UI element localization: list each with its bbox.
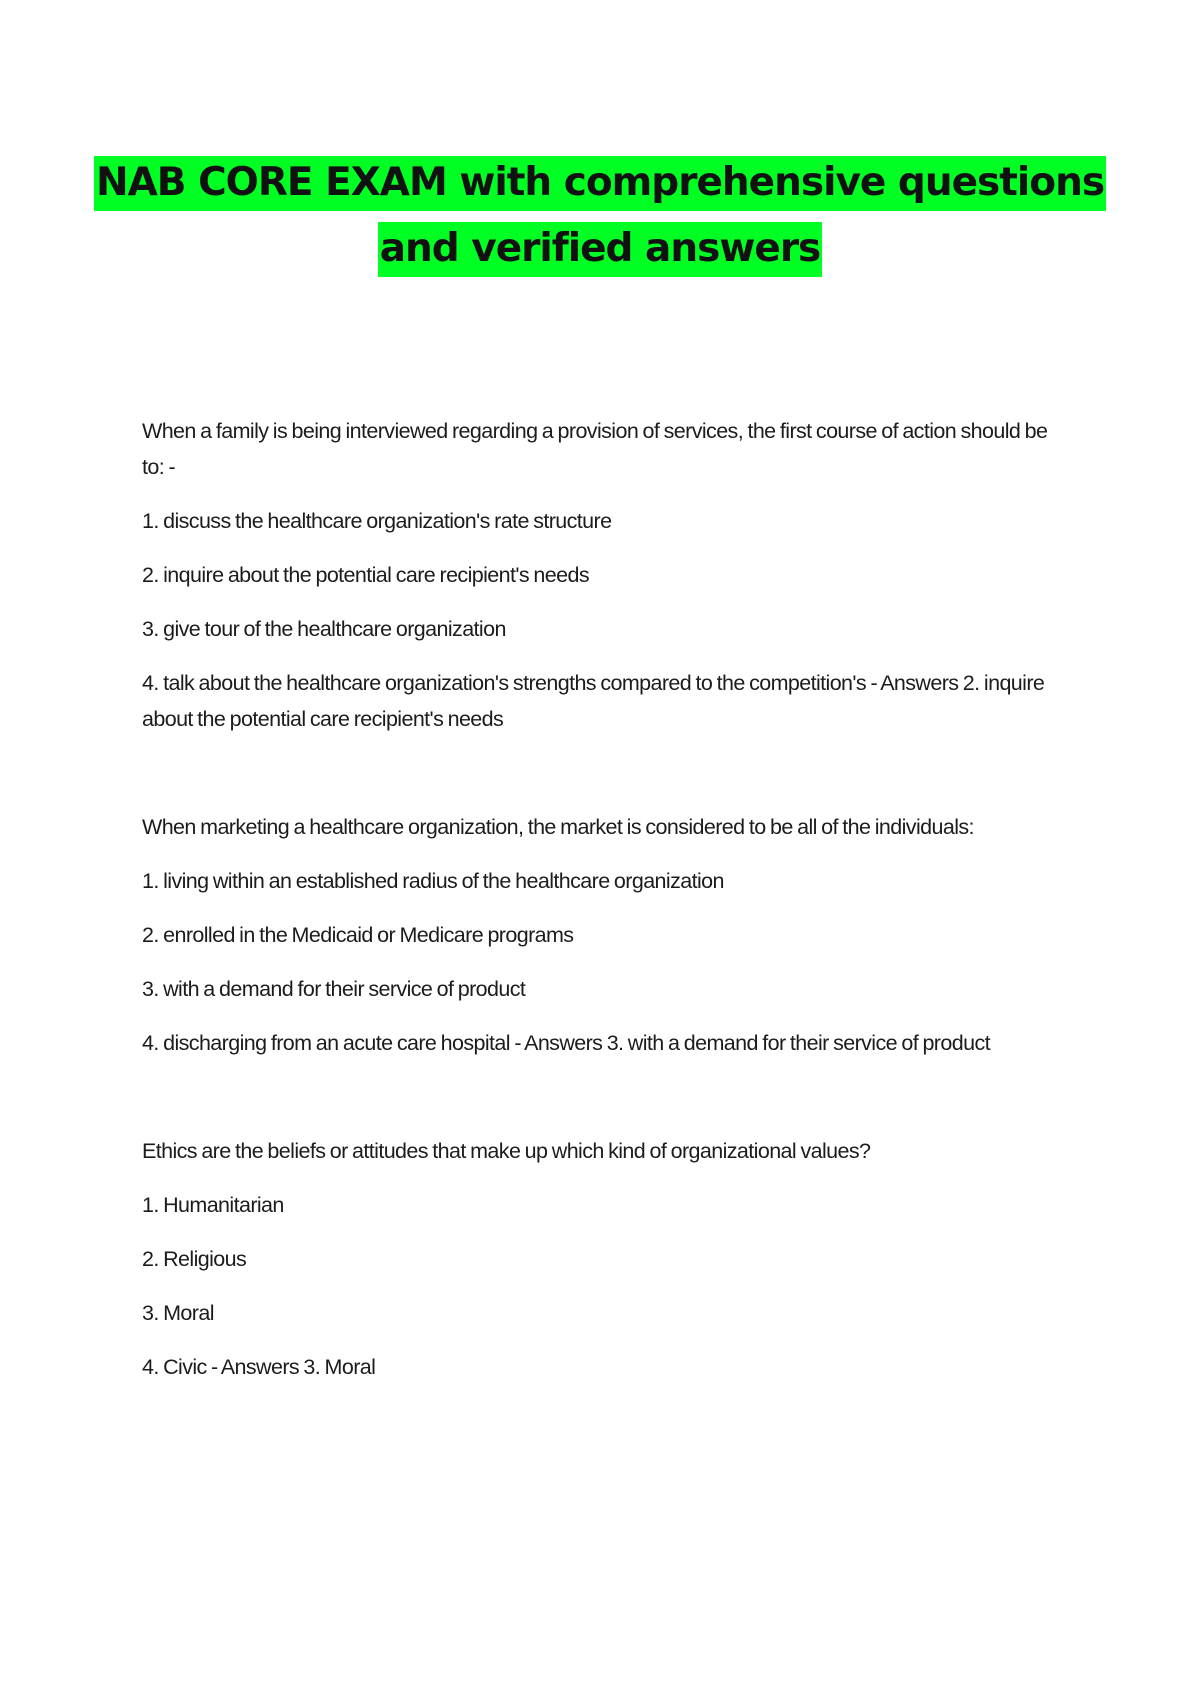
document-title xyxy=(0,150,1200,282)
question-1 xyxy=(142,413,1072,737)
title-line-2: and verified answers xyxy=(378,222,823,277)
title-line-1: NAB CORE EXAM with comprehensive questions xyxy=(94,156,1106,211)
question-list xyxy=(142,413,1072,1403)
question-option: 3. with a demand for their service of product xyxy=(142,977,526,1001)
question-prompt: Ethics are the beliefs or attitudes that make up which kind of organizational values? xyxy=(142,1139,871,1163)
question-option: 3. Moral xyxy=(142,1301,214,1325)
question-option-with-answer: 4. discharging from an acute care hospital - Answers 3. with a demand for their service of product xyxy=(142,1031,990,1055)
question-option: 1. discuss the healthcare organization's rate structure xyxy=(142,509,612,533)
question-option: 3. give tour of the healthcare organization xyxy=(142,617,506,641)
question-option: 1. living within an established radius of the healthcare organization xyxy=(142,869,724,893)
question-3 xyxy=(142,1133,1072,1385)
question-2 xyxy=(142,809,1072,1061)
question-prompt: When a family is being interviewed regarding a provision of services, the first course of action should be to: - xyxy=(142,419,1048,479)
question-option: 2. enrolled in the Medicaid or Medicare programs xyxy=(142,923,574,947)
question-option-with-answer: 4. talk about the healthcare organization's strengths compared to the competition's - Answers 2. inquire about the potential care recipient's needs xyxy=(142,671,1045,731)
question-option: 2. Religious xyxy=(142,1247,247,1271)
question-prompt: When marketing a healthcare organization, the market is considered to be all of the individuals: xyxy=(142,815,974,839)
question-option: 2. inquire about the potential care recipient's needs xyxy=(142,563,589,587)
question-option: 1. Humanitarian xyxy=(142,1193,284,1217)
question-option-with-answer: 4. Civic - Answers 3. Moral xyxy=(142,1355,376,1379)
